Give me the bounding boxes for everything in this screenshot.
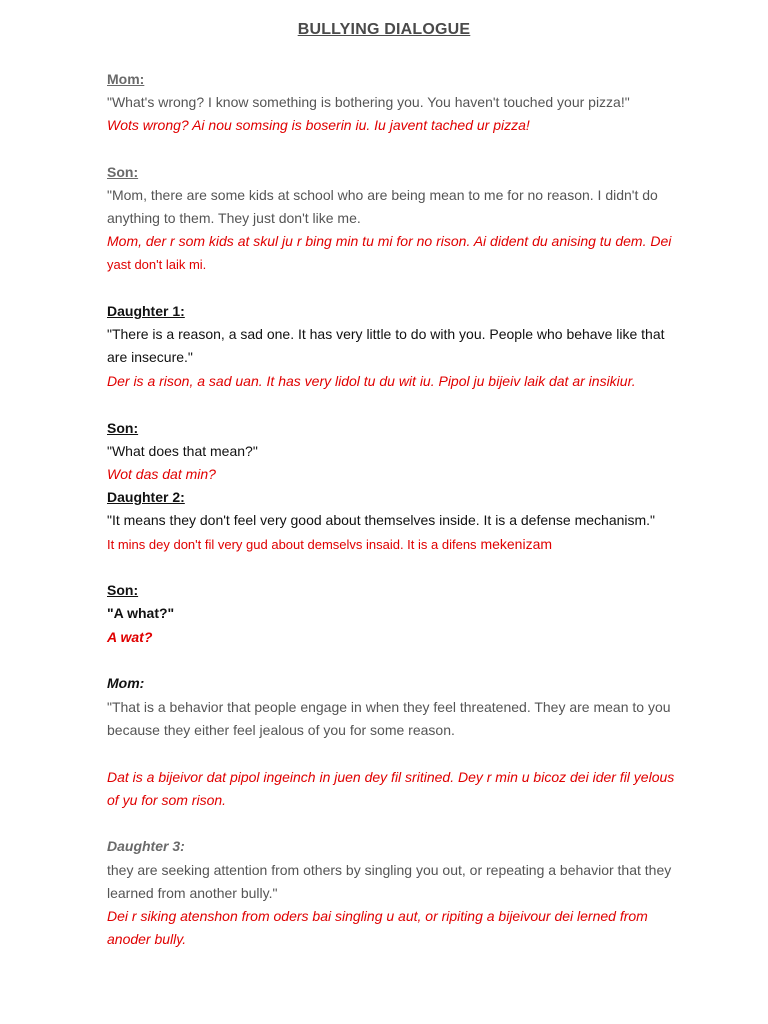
dialogue-phonetic: Dat is a bijeivor dat pipol ingeinch in juen dey fil sritined. Dey r min u bicoz dei ider fil yelous: [107, 769, 675, 785]
dialogue-phonetic-part: mekenizam: [476, 536, 553, 552]
dialogue-english: "A what?": [107, 605, 175, 621]
dialogue-phonetic: Wots wrong? Ai nou somsing is boserin iu. Iu javent tached ur pizza!: [107, 117, 530, 133]
speaker-son: Son:: [107, 582, 139, 598]
dialogue-phonetic: [107, 535, 552, 554]
dialogue-english: "What's wrong? I know something is bothering you. You haven't touched your pizza!": [107, 94, 630, 110]
dialogue-english: "There is a reason, a sad one. It has very little to do with you. People who behave like that: [107, 326, 665, 342]
dialogue-english: "What does that mean?": [107, 443, 258, 459]
speaker-son: Son:: [107, 164, 139, 180]
speaker-daughter-1: Daughter 1:: [107, 303, 185, 319]
dialogue-phonetic: yast don't laik mi.: [107, 257, 207, 272]
speaker-son: Son:: [107, 420, 139, 436]
dialogue-phonetic: Dei r siking atenshon from oders bai singling u aut, or ripiting a bijeivour dei lerned from: [107, 908, 648, 924]
dialogue-phonetic: Wot das dat min?: [107, 466, 216, 482]
dialogue-english: they are seeking attention from others by singling you out, or repeating a behavior that they: [107, 862, 672, 878]
speaker-mom: Mom:: [107, 675, 145, 691]
document-title: BULLYING DIALOGUE: [297, 21, 471, 38]
dialogue-english: learned from another bully.": [107, 885, 278, 901]
speaker-daughter-2: Daughter 2:: [107, 489, 185, 505]
dialogue-english: "It means they don't feel very good about themselves inside. It is a defense mechanism.": [107, 512, 656, 528]
dialogue-phonetic: anoder bully.: [107, 931, 187, 947]
dialogue-phonetic: A wat?: [107, 629, 153, 645]
dialogue-phonetic: Der is a rison, a sad uan. It has very lidol tu du wit iu. Pipol ju bijeiv laik dat ar insikiur.: [107, 373, 636, 389]
speaker-daughter-3: Daughter 3:: [107, 838, 185, 854]
dialogue-phonetic-part: It mins dey don't fil very gud about demselvs insaid. It is a difens: [107, 537, 477, 552]
dialogue-phonetic: of yu for som rison.: [107, 792, 227, 808]
dialogue-english: because they either feel jealous of you for some reason.: [107, 722, 455, 738]
speaker-mom: Mom:: [107, 71, 145, 87]
dialogue-phonetic: Mom, der r som kids at skul ju r bing min tu mi for no rison. Ai dident du anising tu dem. Dei: [107, 233, 672, 249]
dialogue-english: "Mom, there are some kids at school who are being mean to me for no reason. I didn't do: [107, 187, 658, 203]
dialogue-english: anything to them. They just don't like me.: [107, 210, 361, 226]
dialogue-english: are insecure.": [107, 349, 193, 365]
dialogue-english: "That is a behavior that people engage in when they feel threatened. They are mean to you: [107, 699, 671, 715]
